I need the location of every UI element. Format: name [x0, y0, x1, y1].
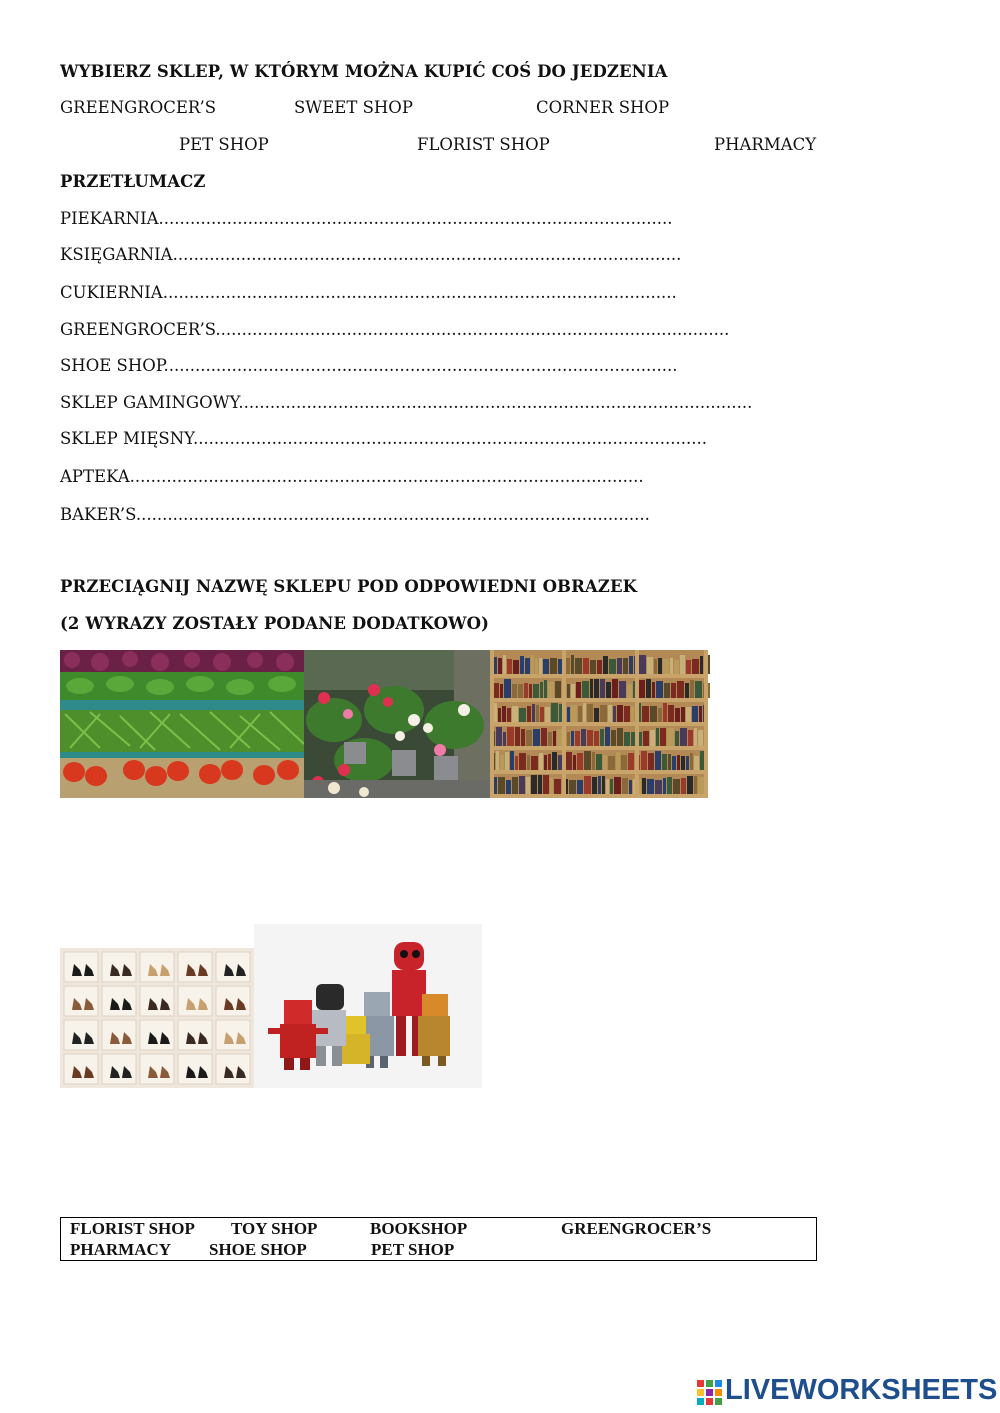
word-pet-shop[interactable]: PET SHOP [371, 1240, 455, 1259]
translate-item-cukiernia[interactable]: CUKIERNIA.................................................................................................. [60, 283, 677, 302]
word-bookshop[interactable]: BOOKSHOP [370, 1219, 468, 1238]
section1-heading: WYBIERZ SKLEP, W KTÓRYM MOŻNA KUPIĆ COŚ DO JEDZENIA [60, 62, 668, 81]
toy-robots-photo [254, 924, 482, 1088]
word-toy-shop[interactable]: TOY SHOP [231, 1219, 318, 1238]
word-greengrocers[interactable]: GREENGROCER’S [561, 1219, 712, 1238]
section3-heading: PRZECIĄGNIJ NAZWĘ SKLEPU POD ODPOWIEDNI OBRAZEK [60, 577, 638, 596]
logo-icon [697, 1380, 723, 1406]
option-pet-shop: PET SHOP [179, 135, 269, 154]
option-greengrocers: GREENGROCER’S [60, 98, 217, 117]
section2-heading: PRZETŁUMACZ [60, 172, 206, 191]
flowers-photo [304, 650, 490, 798]
translate-item-sklep-miesny[interactable]: SKLEP MIĘSNY.................................................................................................. [60, 429, 707, 448]
option-florist-shop: FLORIST SHOP [417, 135, 550, 154]
liveworksheets-logo [697, 1374, 998, 1410]
translate-item-shoe-shop[interactable]: SHOE SHOP.................................................................................................. [60, 356, 678, 375]
logo-text: LIVEWORKSHEETS [725, 1374, 998, 1406]
bookshelf-photo [490, 650, 708, 798]
word-shoe-shop[interactable]: SHOE SHOP [209, 1240, 307, 1259]
translate-item-piekarnia[interactable]: PIEKARNIA.................................................................................................. [60, 209, 673, 228]
translate-item-sklep-gamingowy[interactable]: SKLEP GAMINGOWY.................................................................................................. [60, 393, 753, 412]
vegetables-photo [60, 650, 304, 798]
translate-item-apteka[interactable]: APTEKA.................................................................................................. [60, 467, 644, 486]
word-pharmacy[interactable]: PHARMACY [70, 1240, 172, 1259]
word-bank [60, 1217, 817, 1261]
option-sweet-shop: SWEET SHOP [294, 98, 413, 117]
shoes-photo [60, 948, 254, 1088]
word-florist-shop[interactable]: FLORIST SHOP [70, 1219, 195, 1238]
option-corner-shop: CORNER SHOP [536, 98, 670, 117]
translate-item-ksiegarnia[interactable]: KSIĘGARNIA................................................................................................. [60, 245, 682, 264]
option-pharmacy: PHARMACY [714, 135, 817, 154]
translate-item-greengrocers[interactable]: GREENGROCER’S.................................................................................................. [60, 320, 730, 339]
section3-subheading: (2 WYRAZY ZOSTAŁY PODANE DODATKOWO) [60, 614, 490, 633]
translate-item-bakers[interactable]: BAKER’S.................................................................................................. [60, 505, 650, 524]
